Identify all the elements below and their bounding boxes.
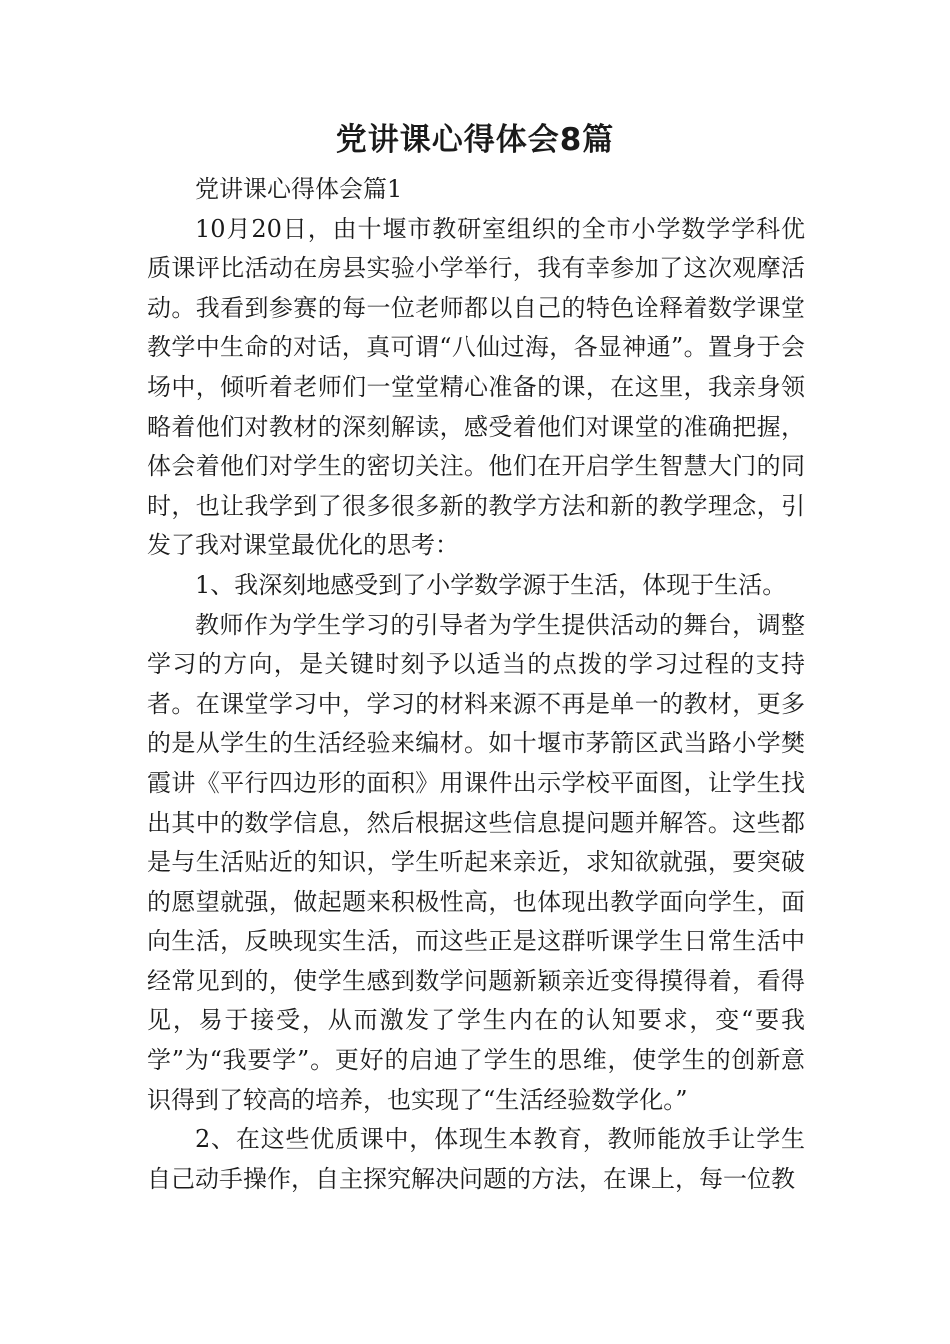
paragraph: 教师作为学生学习的引导者为学生提供活动的舞台，调整学习的方向，是关键时刻予以适当的点拨的学习过程的支持者。在课堂学习中，学习的材料来源不再是单一的教材，更多的是从学生的生活经验来编材。如十堰市茅箭区武当路小学樊霞讲《平行四边形的面积》用课件出示学校平面图，让学生找出其中的数学信息，然后根据这些信息提问题并解答。这些都是与生活贴近的知识，学生听起来亲近，求知欲就强，要突破的愿望就强，做起题来积极性高，也体现出教学面向学生，面向生活，反映现实生活，而这些正是这群听课学生日常生活中经常见到的，使学生感到数学问题新颖亲近变得摸得着，看得见，易于接受，从而激发了学生内在的认知要求，变“要我学”为“我要学”。更好的启迪了学生的思维，使学生的创新意识得到了较高的培养，也实现了“生活经验数学化。” (147, 610, 805, 1114)
document-title: 党讲课心得体会8篇 (335, 122, 615, 158)
paragraph: 2、在这些优质课中，体现生本教育，教师能放手让学生自己动手操作，自主探究解决问题的方法，在课上，每一位教 (147, 1125, 805, 1193)
document-body (147, 170, 805, 1199)
paragraph: 10月20日，由十堰市教研室组织的全市小学数学学科优质课评比活动在房县实验小学举行，我有幸参加了这次观摩活动。我看到参赛的每一位老师都以自己的特色诠释着数学课堂教学中生命的对话，真可谓“八仙过海，各显神通”。置身于会场中，倾听着老师们一堂堂精心准备的课，在这里，我亲身领略着他们对教材的深刻解读，感受着他们对课堂的准确把握，体会着他们对学生的密切关注。他们在开启学生智慧大门的同时，也让我学到了很多很多新的教学方法和新的教学理念，引发了我对课堂最优化的思考： (147, 214, 805, 560)
section-heading: 党讲课心得体会篇1 (195, 175, 403, 203)
paragraph: 1、我深刻地感受到了小学数学源于生活，体现于生活。 (195, 570, 787, 599)
